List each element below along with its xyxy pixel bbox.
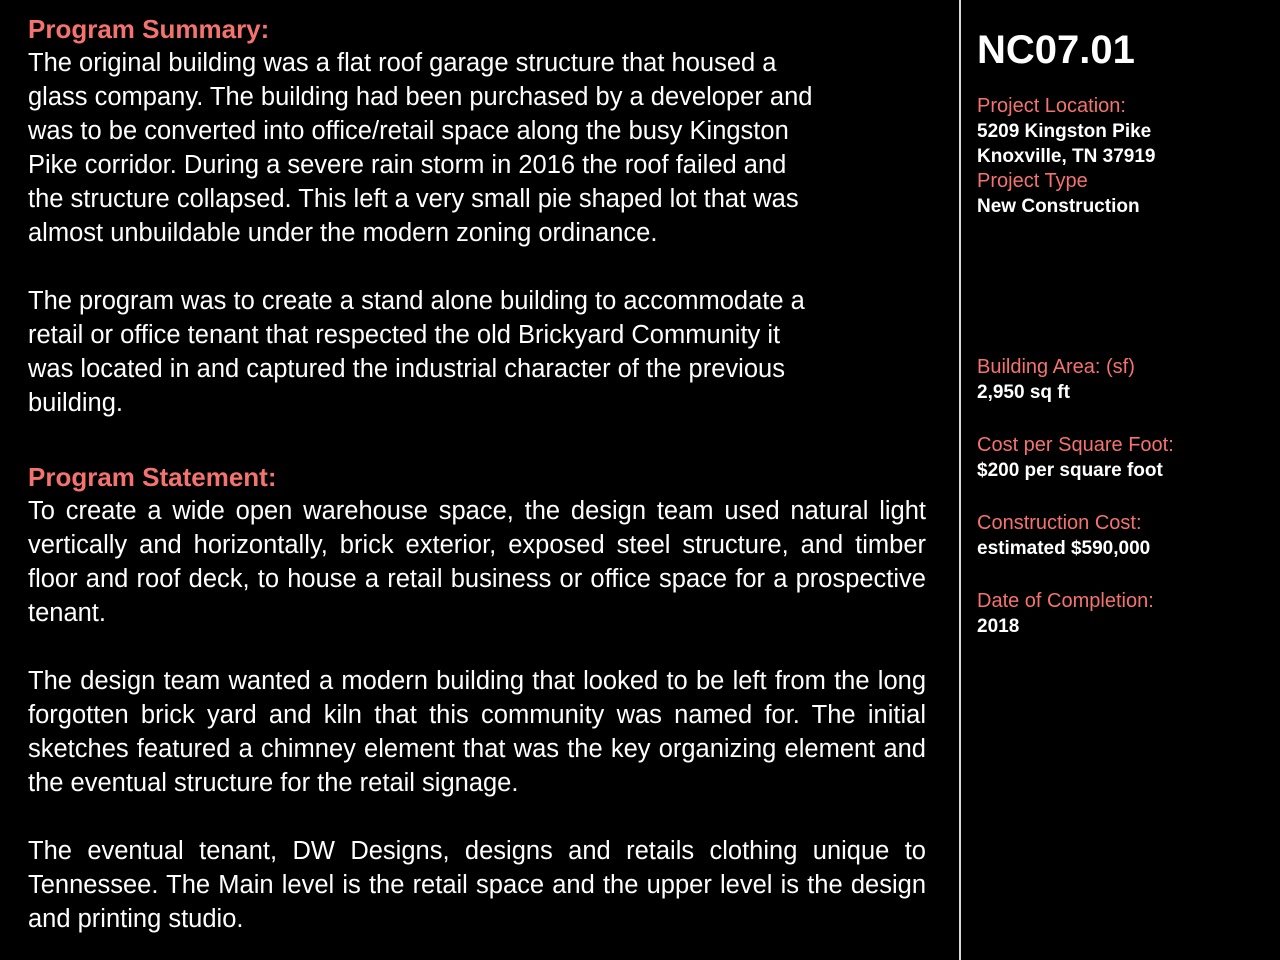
building-area-value: 2,950 sq ft [977, 382, 1070, 403]
completion-date-label: Date of Completion: [977, 590, 1154, 612]
cost-per-sf-value: $200 per square foot [977, 460, 1163, 481]
program-summary-heading: Program Summary: [28, 14, 270, 44]
summary-paragraph-1: The original building was a flat roof garage structure that housed a glass company. The building had been purchased by a developer and was to be converted into office/retail space along the busy Kingston Pike corridor. During a severe rain storm in 2016 the roof failed and the structure collapsed. This left a very small pie shaped lot that was almost unbuildable under the modern zoning ordinance. [28, 49, 813, 247]
project-code: NC07.01 [977, 28, 1135, 72]
construction-cost-value: estimated $590,000 [977, 538, 1151, 559]
project-location-line-1: 5209 Kingston Pike [977, 121, 1152, 142]
project-info-sidebar [977, 26, 1267, 639]
program-statement-heading: Program Statement: [28, 462, 277, 492]
main-text-column [28, 12, 926, 936]
vertical-divider [959, 0, 961, 960]
building-area-label: Building Area: (sf) [977, 356, 1135, 378]
completion-date-value: 2018 [977, 616, 1020, 637]
project-type-value: New Construction [977, 196, 1140, 217]
cost-per-sf-label: Cost per Square Foot: [977, 434, 1174, 456]
project-type-label: Project Type [977, 170, 1088, 192]
statement-paragraph-3: The eventual tenant, DW Designs, designs and retails clothing unique to Tennessee. The Main level is the retail space and the upper level is the design and printing studio. [28, 837, 926, 933]
statement-paragraph-2: The design team wanted a modern building that looked to be left from the long forgotten brick yard and kiln that this community was named for. The initial sketches featured a chimney element that was the key organizing element and the eventual structure for the retail signage. [28, 667, 926, 797]
project-location-label: Project Location: [977, 95, 1126, 117]
project-location-line-2: Knoxville, TN 37919 [977, 146, 1156, 167]
statement-paragraph-1: To create a wide open warehouse space, the design team used natural light vertically and horizontally, brick exterior, exposed steel structure, and timber floor and roof deck, to house a retail business or office space for a prospective tenant. [28, 497, 926, 627]
construction-cost-label: Construction Cost: [977, 512, 1142, 534]
summary-paragraph-2: The program was to create a stand alone building to accommodate a retail or office tenant that respected the old Brickyard Community it was located in and captured the industrial character of the previous building. [28, 287, 805, 417]
